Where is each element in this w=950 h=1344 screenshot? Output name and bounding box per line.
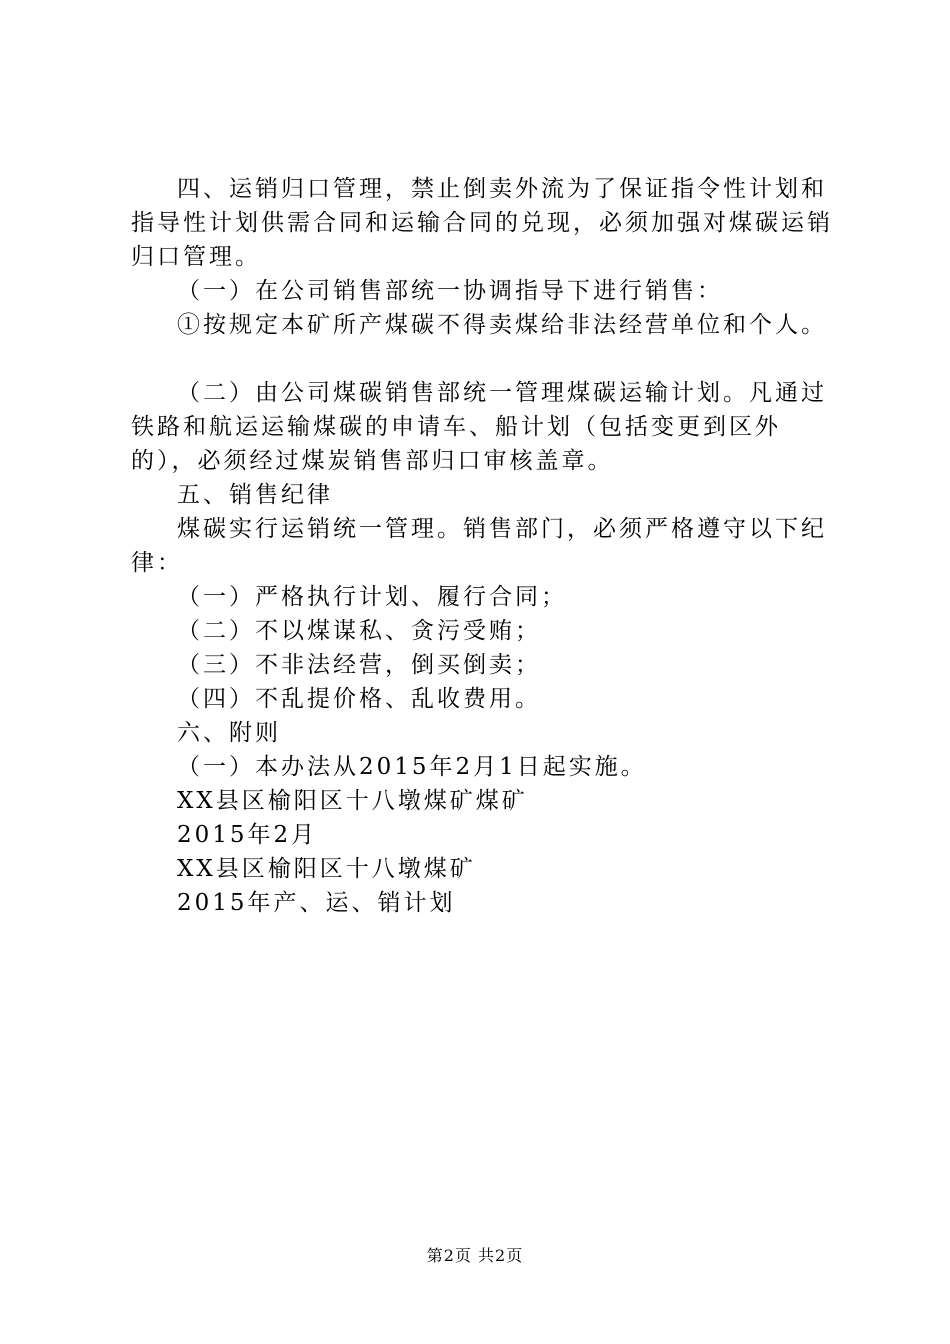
section-6-item-1: （一）本办法从2015年2月1日起实施。 — [177, 754, 647, 780]
section-4-item-1: （一）在公司销售部统一协调指导下进行销售： — [177, 278, 723, 304]
section-4-paragraph: 四、运销归口管理，禁止倒卖外流为了保证指令性计划和指导性计划供需合同和运输合同的兑现，必须加强对煤碳运销归口管理。 — [131, 176, 833, 270]
section-6-heading: 六、附则 — [177, 720, 281, 746]
section-5-rule-2: （二）不以煤谋私、贪污受贿； — [177, 618, 541, 644]
section-5-intro: 煤碳实行运销统一管理。销售部门，必须严格遵守以下纪律： — [131, 516, 827, 576]
section-5-rule-1: （一）严格执行计划、履行合同； — [177, 584, 567, 610]
signature-organization: XX县区榆阳区十八墩煤矿煤矿 — [177, 788, 528, 814]
section-5-heading: 五、销售纪律 — [177, 482, 333, 508]
section-4-item-1-point-1: ①按规定本矿所产煤碳不得卖煤给非法经营单位和个人。 — [177, 312, 827, 338]
signature-date: 2015年2月 — [177, 822, 318, 848]
paragraph-gap — [131, 342, 837, 376]
page-number-footer: 第2页 共2页 — [426, 1246, 524, 1265]
document-body — [131, 172, 837, 920]
section-5-rule-3: （三）不非法经营，倒买倒卖； — [177, 652, 541, 678]
section-4-item-2: （二）由公司煤碳销售部统一管理煤碳运输计划。凡通过铁路和航运运输煤碳的申请车、船计划（包括变更到区外的），必须经过煤炭销售部归口审核盖章。 — [131, 380, 827, 474]
next-document-title: 2015年产、运、销计划 — [177, 890, 456, 916]
next-document-organization: XX县区榆阳区十八墩煤矿 — [177, 856, 476, 882]
section-5-rule-4: （四）不乱提价格、乱收费用。 — [177, 686, 541, 712]
